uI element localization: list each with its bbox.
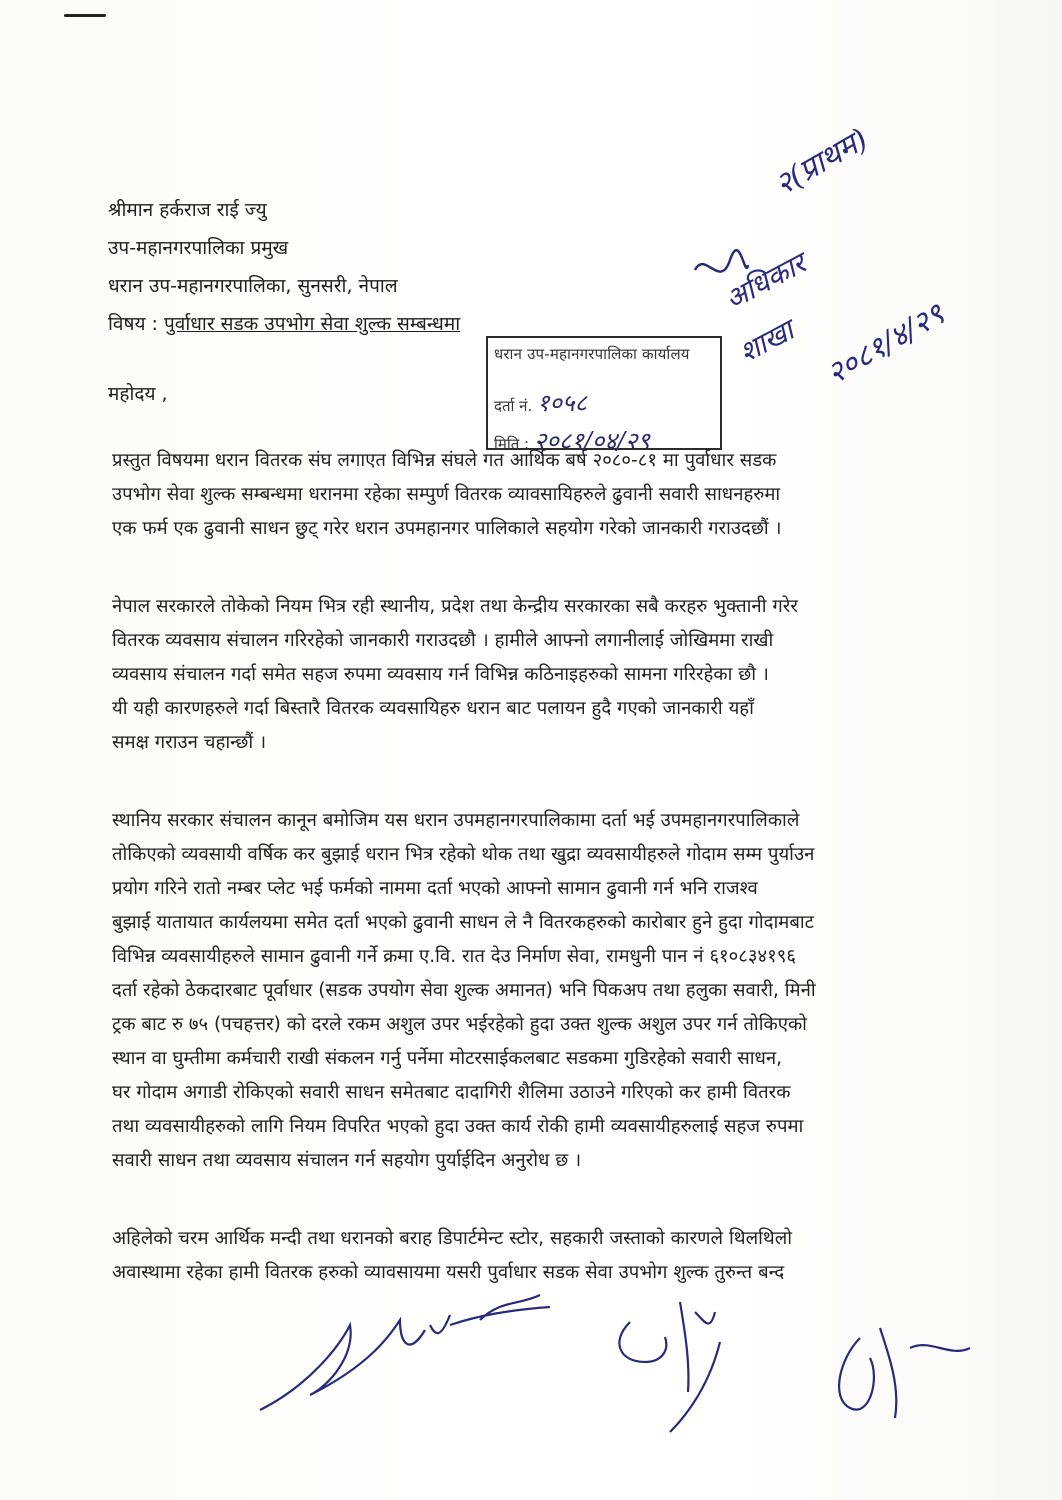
paragraph-2 [112,590,992,760]
paragraph-line: उपभोग सेवा शुल्क सम्बन्धमा धरानमा रहेका सम्पुर्ण वितरक व्यावसायिहरुले ढुवानी सवारी साधनहरुमा [112,484,781,505]
paragraph-line: व्यवसाय संचालन गर्दा समेत सहज रुपमा व्यवसाय गर्न विभिन्न कठिनाइहरुको सामना गरिरहेका छौ । [112,664,769,685]
paragraph-line: ट्रक बाट रु ७५ (पचहत्तर) को दरले रकम अशुल उपर भईरहेको हुदा उक्त शुल्क अशुल उपर गर्न तोकिएको [112,1014,807,1035]
paragraph-line: यी यही कारणहरुले गर्दा बिस्तारै वितरक व्यवसायिहरु धरान बाट पलायन हुदै गएको जानकारी यहाँ [112,698,754,719]
paragraph-line: प्रस्तुत विषयमा धरान वितरक संघ लगाएत विभिन्न संघले गत आर्थिक बर्ष २०८०-८१ मा पुर्वाधार सडक [112,450,777,471]
subject-text: पुर्वाधार सडक उपभोग सेवा शुल्क सम्बन्धमा [163,313,461,335]
subject-label: विषय : [108,313,164,335]
paragraph-4 [112,1222,992,1290]
paragraph-line: अवास्थामा रहेका हामी वितरक हरुको व्यावसायमा यसरी पुर्वाधार सडक सेवा उपभोग शुल्क तुरुन्त बन्द [112,1262,785,1283]
signature-2 [600,1292,760,1442]
paragraph-line: प्रयोग गरिने रातो नम्बर प्लेट भई फर्मको नाममा दर्ता भएको आफ्नो सामान ढुवानी गर्न भनि राजश्व [112,878,758,899]
subject-line [108,310,460,336]
recipient-title: उप-महानगरपालिका प्रमुख [108,237,289,259]
paragraph-line: अहिलेको चरम आर्थिक मन्दी तथा धरानको बराह डिपार्टमेन्ट स्टोर, सहकारी जस्ताको कारणले थिलथिलो [112,1228,793,1249]
paragraph-line: एक फर्म एक ढुवानी साधन छुट् गरेर धरान उपमहानगर पालिकाले सहयोग गरेको जानकारी गराउदछौं । [112,518,782,539]
stamp-miti-date: २०८१/०४/२९ [533,427,650,455]
registration-stamp [486,336,722,455]
stamp-miti-label: मिति : [494,435,530,453]
paragraph-line: दर्ता रहेको ठेकदारबाट पूर्वाधार (सडक उपयोग सेवा शुल्क अमानत) भनि पिकअप तथा हलुका सवारी, मिनी [112,980,816,1001]
paragraph-line: विभिन्न व्यवसायीहरुले सामान ढुवानी गर्ने क्रमा ए.वि. रात देउ निर्माण सेवा, रामधुनी पान नं ६१०८३४१९६ [112,946,797,967]
paragraph-line: समक्ष गराउन चहान्छौं । [112,732,267,753]
stamp-darta-number: १०५८ [537,389,587,417]
handwritten-note-line3: शाखा [733,313,800,370]
paragraph-line: घर गोदाम अगाडी रोकिएको सवारी साधन समेतबाट दादागिरी शैलिमा उठाउने गरिएको कर हामी वितरक [112,1082,791,1103]
recipient-office: धरान उप-महानगरपालिका, सुनसरी, नेपाल [108,275,398,297]
stamp-darta-row [494,386,587,419]
salutation: महोदय , [108,383,168,405]
handwritten-note-line2: अधिकार [719,246,812,317]
stamp-office: धरान उप-महानगरपालिका कार्यालय [494,345,690,363]
top-dash-mark [64,14,106,17]
paragraph-line: बुझाई यातायात कार्यलयमा समेत दर्ता भएको ढुवानी साधन ले नै वितरकहरुको कारोबार हुने हुदा गोदामबाट [112,912,815,933]
paragraph-line: स्थानिय सरकार संचालन कानून बमोजिम यस धरान उपमहानगरपालिकामा दर्ता भई उपमहानगरपालिकाले [112,810,800,831]
signature-3 [820,1318,980,1428]
handwritten-note-date: २०८१/४/२९ [820,296,951,392]
paragraph-3 [112,804,992,1178]
handwritten-note-line1: २(प्राथम) [769,121,874,203]
paragraph-line: वितरक व्यवसाय संचालन गरिरहेको जानकारी गराउदछौ । हामीले आफ्नो लगानीलाई जोखिममा राखी [112,630,774,651]
paragraph-line: नेपाल सरकारले तोकेको नियम भित्र रही स्थानीय, प्रदेश तथा केन्द्रीय सरकारका सबै करहरु भुक्तानी गरेर [112,596,798,617]
paragraph-line: सवारी साधन तथा व्यवसाय संचालन गर्न सहयोग पुर्याईदिन अनुरोध छ । [112,1150,582,1171]
paragraph-line: तथा व्यवसायीहरुको लागि नियम विपरित भएको हुदा उक्त कार्य रोकी हामी व्यवसायीहरुलाई सहज रुपमा [112,1116,804,1137]
paragraph-line: स्थान वा घुम्तीमा कर्मचारी राखी संकलन गर्नु पर्नेमा मोटरसाईकलबाट सडकमा गुडिरहेको सवारी साधन, [112,1048,783,1069]
paragraph-line: तोकिएको व्यवसायी वर्षिक कर बुझाई धरान भित्र रहेको थोक तथा खुद्रा व्यवसायीहरुले गोदाम सम्म पुर्याउन [112,844,815,865]
initial-scribble [690,240,750,300]
paragraph-1 [112,444,992,546]
stamp-darta-label: दर्ता नं. [494,397,533,415]
signature-1 [250,1285,570,1425]
recipient-name: श्रीमान हर्कराज राई ज्यु [108,199,267,221]
